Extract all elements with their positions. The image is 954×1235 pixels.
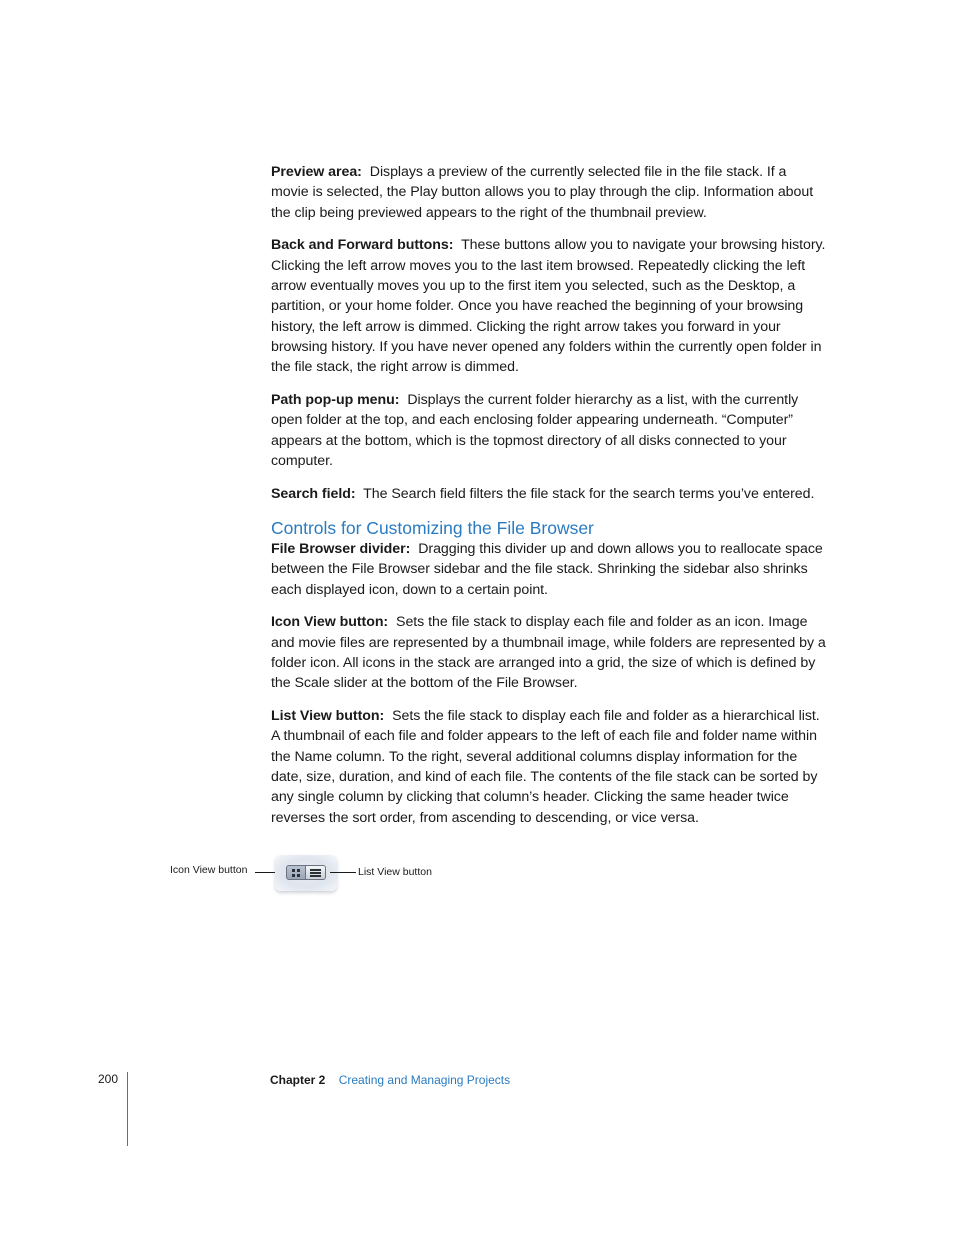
grid-icon — [292, 869, 301, 877]
text-search-field: The Search field filters the file stack for the search terms you’ve entered. — [363, 485, 815, 502]
icon-view-button[interactable] — [286, 865, 306, 880]
page-number: 200 — [98, 1072, 119, 1086]
paragraph-search-field — [271, 484, 827, 504]
text-icon-view: Sets the file stack to display each file and folder as an icon. Image and movie files are represented by a thumbnail image, while folders are represented by a folder icon. All icons in the stack are arranged into a grid, the size of which is defined by the Scale slider at the bottom of the File Browser. — [271, 614, 826, 692]
paragraph-icon-view — [271, 612, 827, 693]
paragraph-preview-area — [271, 162, 827, 223]
chapter-label: Chapter 2 — [270, 1073, 326, 1087]
text-file-browser-divider: Dragging this divider up and down allows you to reallocate space between the File Browser sidebar and the file stack. Shrinking the sidebar also shrinks each displayed icon, down to a certain point. — [271, 540, 823, 598]
term-back-forward: Back and Forward buttons: — [271, 237, 454, 254]
paragraph-file-browser-divider — [271, 539, 827, 600]
paragraph-list-view — [271, 706, 827, 828]
term-path-popup: Path pop-up menu: — [271, 391, 400, 408]
main-content — [271, 162, 827, 840]
list-icon — [310, 869, 321, 877]
icon-view-callout-label: Icon View button — [170, 864, 248, 876]
term-list-view: List View button: — [271, 708, 385, 725]
chapter-title: Creating and Managing Projects — [338, 1073, 511, 1087]
view-button-group — [275, 855, 337, 891]
footer-chapter — [270, 1073, 510, 1087]
view-buttons-figure — [160, 850, 460, 900]
term-file-browser-divider: File Browser divider: — [271, 540, 411, 557]
term-preview-area: Preview area: — [271, 164, 362, 180]
term-search-field: Search field: — [271, 485, 356, 502]
text-list-view: Sets the file stack to display each file and folder as a hierarchical list. A thumbnail of each file and folder appears to the left of each file and folder name within the Name column. To the right, several additional columns display information for the date, size, duration, and kind of each file. The contents of the file stack can be sorted by any single column by clicking that column’s header. Clicking the same header twice reverses the sort order, from ascending to descending, or vice versa. — [271, 708, 820, 826]
footer-divider — [127, 1072, 128, 1146]
section-heading: Controls for Customizing the File Browser — [271, 517, 594, 538]
paragraph-path-popup — [271, 390, 827, 471]
text-path-popup: Displays the current folder hierarchy as a list, with the currently open folder at the top, and each enclosing folder appearing underneath. “Computer” appears at the bottom, which is the topmost directory of all disks connected to your computer. — [271, 391, 799, 469]
text-preview-area: Displays a preview of the currently selected file in the file stack. If a movie is selected, the Play button allows you to play through the clip. Information about the clip being previewed appears to the right of the thumbnail preview. — [271, 164, 814, 221]
paragraph-back-forward — [271, 235, 827, 377]
list-view-button[interactable] — [306, 865, 326, 880]
list-view-callout-label: List View button — [358, 866, 432, 878]
list-view-leader-line — [330, 872, 356, 873]
term-icon-view: Icon View button: — [271, 614, 389, 631]
text-back-forward: These buttons allow you to navigate your browsing history. Clicking the left arrow moves you to the last item browsed. Repeatedly clicking the left arrow eventually moves you up to the first item you selected, such as the Desktop, a partition, or your home folder. Once you have reached the beginning of your browsing history, the left arrow is dimmed. Clicking the right arrow takes you forward in your browsing history. If you have never opened any folders within the currently open folder in the file stack, the right arrow is dimmed. — [271, 237, 826, 376]
